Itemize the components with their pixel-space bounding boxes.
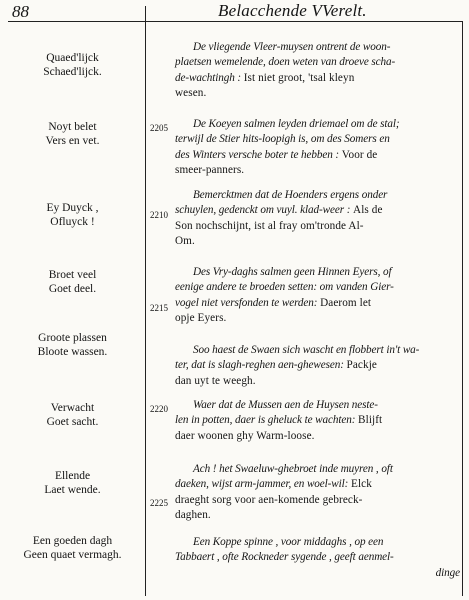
text-line <box>175 163 460 178</box>
proverb-line: Goet sacht. <box>46 415 99 428</box>
italic-text: Soo haest de Swaen sich wascht en flobbert in't wa- <box>193 344 420 356</box>
roman-text: Voor de <box>341 148 378 161</box>
italic-text: Bemercktmen dat de Hoenders ergens onder <box>193 189 388 201</box>
proverb-line: Broet veel <box>48 269 97 281</box>
proverb-line: Goet deel. <box>48 282 97 295</box>
entry-text <box>175 40 460 101</box>
text-line <box>175 493 460 508</box>
italic-text: eenige andere te broeden setten: om vanden Gier- <box>175 281 394 294</box>
text-line <box>175 413 460 428</box>
italic-text: Een Koppe spinne , voor middaghs , op een <box>193 536 384 548</box>
text-line <box>175 566 460 581</box>
text-line <box>175 296 460 311</box>
text-line <box>175 550 460 565</box>
margin-proverb <box>0 535 145 562</box>
italic-text: De Koeyen salmen leyden driemael om de stal; <box>193 118 400 130</box>
italic-text: Des Vry-daghs salmen geen Hinnen Eyers, of <box>193 266 392 278</box>
entry-text <box>175 188 460 249</box>
proverb-line: Bloote wassen. <box>37 345 108 358</box>
roman-text: Elck <box>351 478 372 491</box>
text-line <box>175 40 460 55</box>
entry-text <box>175 117 460 178</box>
text-line <box>175 343 460 358</box>
right-border-rule <box>462 21 463 596</box>
text-line <box>175 55 460 70</box>
italic-text: Tabbaert , ofte Rockneder sygende , geeft aenmel- <box>175 551 394 564</box>
text-line <box>175 398 460 413</box>
italic-text: daeken, wijst arm-jammer, en woel-wil: <box>175 478 352 491</box>
italic-text: terwijl de Stier hits-loopigh is, om des Somers en <box>175 133 390 146</box>
proverb-line: Vers en vet. <box>45 134 100 147</box>
text-line <box>175 311 460 326</box>
proverb-line: Een goeden dagh <box>32 535 113 547</box>
margin-proverb <box>0 52 145 79</box>
margin-proverb <box>0 402 145 429</box>
roman-text: Son nochschijnt, ist al fray om'tronde Al- <box>175 219 364 232</box>
proverb-line: Ellende <box>54 470 91 482</box>
line-number: 2205 <box>150 123 168 133</box>
entry-text <box>175 343 460 389</box>
roman-text: wesen. <box>175 86 207 99</box>
text-line <box>175 508 460 523</box>
text-line <box>175 280 460 295</box>
italic-text: len in potten, daer is gheluck te wachten: <box>175 414 359 427</box>
text-line <box>175 429 460 444</box>
italic-text: de-wachtingh : <box>175 71 244 84</box>
entry-text <box>175 462 460 523</box>
proverb-line: Noyt belet <box>48 121 97 133</box>
italic-text: vogel niet versfonden te werden: <box>175 296 321 309</box>
proverb-line: Groote plassen <box>38 332 107 344</box>
text-line <box>175 374 460 389</box>
header-rule <box>8 21 463 22</box>
line-number: 2215 <box>150 303 168 313</box>
margin-proverb <box>0 470 145 497</box>
page-number: 88 <box>12 2 29 21</box>
text-line <box>175 234 460 249</box>
proverb-line: Verwacht <box>50 402 95 414</box>
margin-column-rule <box>145 6 146 596</box>
text-line <box>175 219 460 234</box>
roman-text: Daerom let <box>320 296 372 309</box>
roman-text: dan uyt te weegh. <box>175 374 256 387</box>
text-line <box>175 477 460 492</box>
italic-text: dinge <box>435 566 460 579</box>
margin-proverb <box>0 202 145 229</box>
running-head: Belacchende VVerelt. <box>218 1 367 20</box>
roman-text: smeer-panners. <box>175 163 245 176</box>
proverb-line: Geen quaet vermagh. <box>23 548 122 561</box>
text-line <box>175 71 460 86</box>
text-line <box>175 203 460 218</box>
text-line <box>175 188 460 203</box>
roman-text: draeght sorg voor aen-komende gebreck- <box>175 493 363 506</box>
roman-text: Als de <box>353 204 383 217</box>
text-line <box>175 358 460 373</box>
margin-proverb <box>0 121 145 148</box>
italic-text: Waer dat de Mussen aen de Huysen neste- <box>193 399 378 411</box>
roman-text: Ist niet groot, 'tsal kleyn <box>243 71 355 84</box>
entry-text <box>175 265 460 326</box>
margin-proverb <box>0 269 145 296</box>
text-line <box>175 148 460 163</box>
text-line <box>175 86 460 101</box>
line-number: 2225 <box>150 498 168 508</box>
proverb-line: Ofluyck ! <box>50 215 95 228</box>
line-number: 2220 <box>150 404 168 414</box>
text-line <box>175 535 460 550</box>
text-line <box>175 265 460 280</box>
entry-text <box>175 398 460 444</box>
proverb-line: Laet wende. <box>44 483 101 496</box>
italic-text: ter, dat is slagh-reghen aen-ghewesen: <box>175 359 347 372</box>
roman-text: daghen. <box>175 508 211 521</box>
italic-text: plaetsen wemelende, doen weten van droeve scha- <box>175 56 396 69</box>
roman-text: Om. <box>175 234 195 247</box>
text-line <box>175 462 460 477</box>
proverb-line: Quaed'lijck <box>46 52 99 64</box>
margin-proverb <box>0 332 145 359</box>
italic-text: De vliegende Vleer-muysen ontrent de woon- <box>193 41 391 53</box>
italic-text: schuylen, gedenckt om vuyl. klad-weer : <box>175 204 354 217</box>
italic-text: des Winters versche boter te hebben : <box>175 148 342 161</box>
proverb-line: Ey Duyck , <box>46 202 99 214</box>
text-line <box>175 117 460 132</box>
roman-text: opje Eyers. <box>175 311 227 324</box>
entry-text <box>175 535 460 581</box>
proverb-line: Schaed'lijck. <box>43 65 102 78</box>
roman-text: daer woonen ghy Warm-loose. <box>175 429 315 442</box>
roman-text: Blijft <box>358 414 383 427</box>
italic-text: Ach ! het Swaeluw-ghebroet inde muyren , oft <box>193 463 393 475</box>
text-line <box>175 132 460 147</box>
line-number: 2210 <box>150 210 168 220</box>
roman-text: Packje <box>346 359 377 372</box>
